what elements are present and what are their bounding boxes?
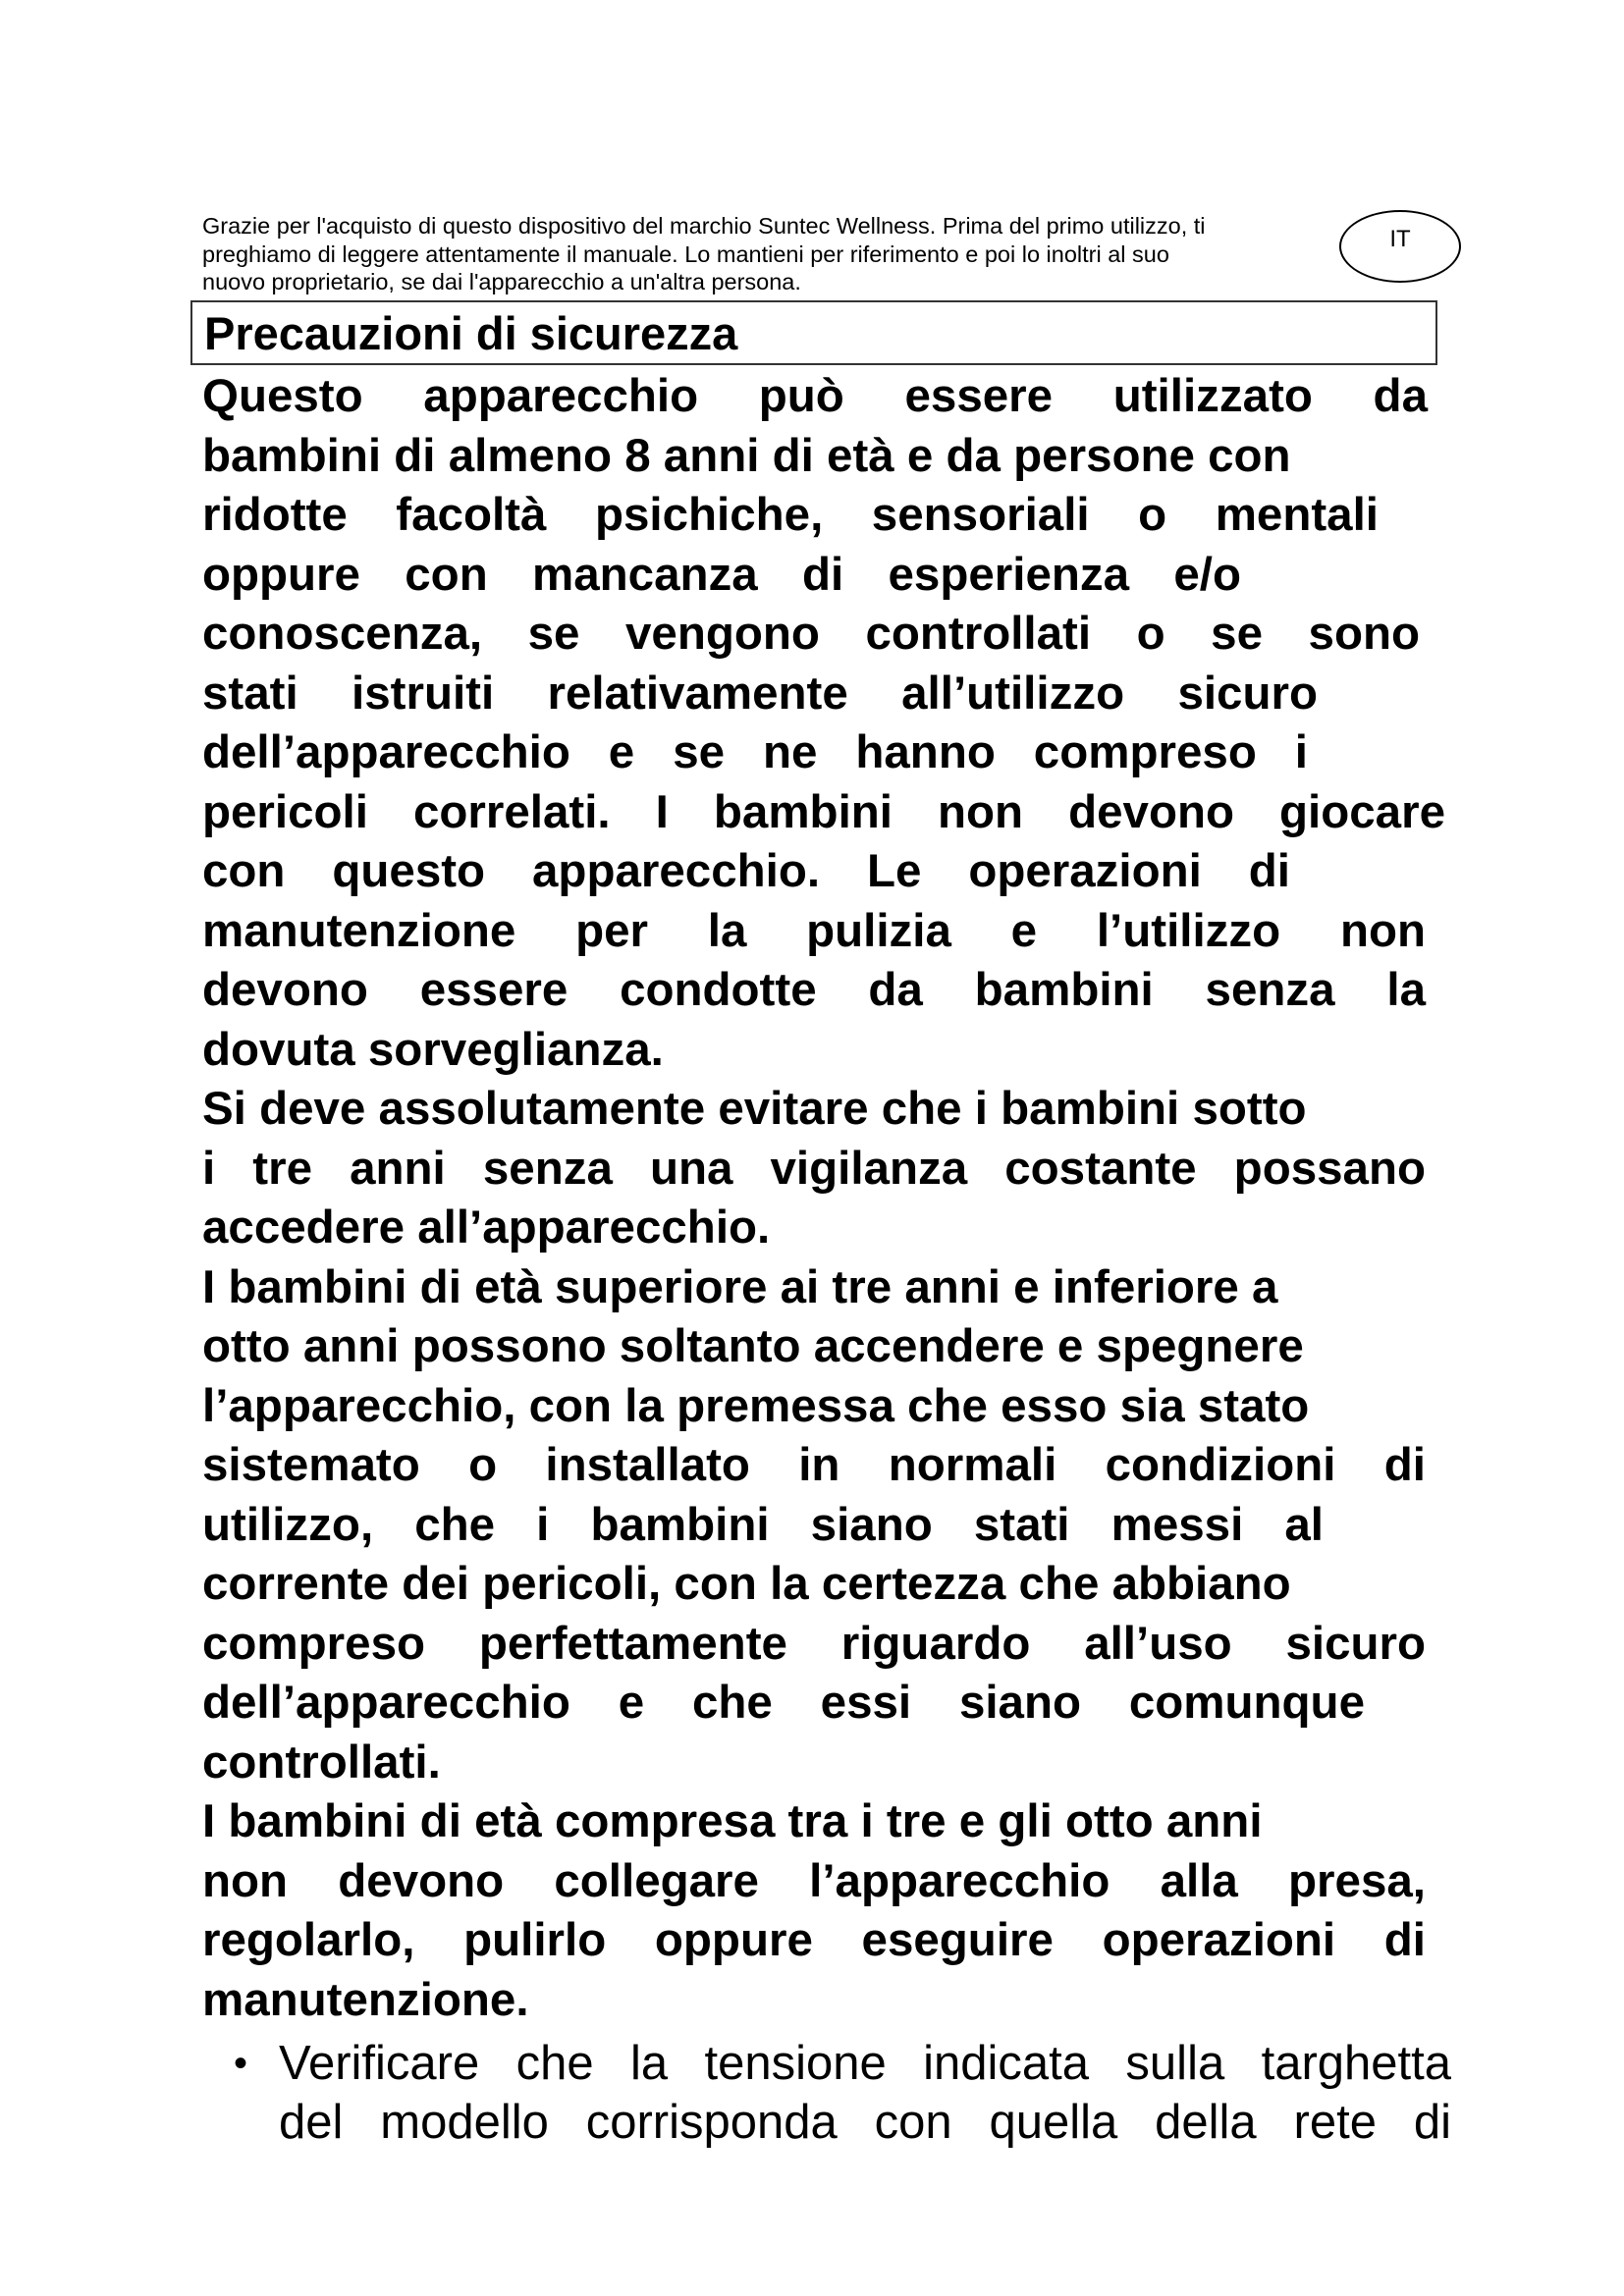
warning-line: i tre anni senza una vigilanza costante possano — [202, 1142, 1426, 1195]
intro-line: preghiamo di leggere attentamente il manuale. Lo mantieni per riferimento e poi lo inoltri al suo — [202, 240, 1169, 267]
warning-line: dell’apparecchio e che essi siano comunque — [202, 1677, 1365, 1729]
bullet-icon: • — [234, 2042, 248, 2085]
intro-paragraph — [202, 212, 1331, 296]
intro-line: nuovo proprietario, se dai l'apparecchio a un'altra persona. — [202, 269, 801, 294]
language-code: IT — [1389, 226, 1411, 252]
bullet-line: del modello corrisponda con quella della rete di — [279, 2096, 1451, 2149]
warning-line: controllati. — [202, 1735, 441, 1789]
intro-line: Grazie per l'acquisto di questo dispositivo del marchio Suntec Wellness. Prima del primo utilizzo, ti — [202, 213, 1206, 239]
bullet-text — [279, 2034, 1451, 2152]
section-header-box — [190, 300, 1437, 365]
warning-line: regolarlo, pulirlo oppure eseguire operazioni di — [202, 1914, 1426, 1966]
warning-line: I bambini di età compresa tra i tre e gli otto anni — [202, 1795, 1263, 1847]
warning-line: conoscenza, se vengono controllati o se sono — [202, 608, 1420, 660]
warning-line: manutenzione per la pulizia e l’utilizzo non — [202, 904, 1426, 957]
warning-line: corrente dei pericoli, con la certezza che abbiano — [202, 1558, 1291, 1610]
warning-line: I bambini di età superiore ai tre anni e inferiore a — [202, 1260, 1278, 1313]
warning-line: compreso perfettamente riguardo all’uso sicuro — [202, 1617, 1426, 1670]
warning-line: dovuta sorveglianza. — [202, 1023, 664, 1076]
warning-line: dell’apparecchio e se ne hanno compreso i — [202, 726, 1308, 778]
warning-line: utilizzo, che i bambini siano stati messi al — [202, 1498, 1324, 1551]
warning-line: devono essere condotte da bambini senza la — [202, 964, 1426, 1016]
warning-line: sistemato o installato in normali condizioni di — [202, 1439, 1426, 1491]
warning-line: stati istruiti relativamente all’utilizzo sicuro — [202, 667, 1318, 720]
bullet-line: Verificare che la tensione indicata sulla targhetta — [279, 2037, 1451, 2090]
warning-line: con questo apparecchio. Le operazioni di — [202, 845, 1290, 897]
warning-line: non devono collegare l’apparecchio alla presa, — [202, 1854, 1426, 1907]
warning-line: Questo apparecchio può essere utilizzato da — [202, 370, 1428, 422]
warning-line: oppure con mancanza di esperienza e/o — [202, 548, 1241, 601]
warning-line: Si deve assolutamente evitare che i bambini sotto — [202, 1083, 1307, 1135]
warning-line: accedere all’apparecchio. — [202, 1201, 771, 1254]
warning-line: otto anni possono soltanto accendere e spegnere — [202, 1320, 1304, 1372]
warning-line: l’apparecchio, con la premessa che esso sia stato — [202, 1379, 1310, 1432]
section-title: Precauzioni di sicurezza — [204, 307, 738, 359]
warning-line: manutenzione. — [202, 1973, 529, 2026]
language-badge — [1339, 210, 1461, 283]
warning-line: pericoli correlati. I bambini non devono giocare — [202, 785, 1445, 838]
warning-line: ridotte facoltà psichiche, sensoriali o mentali — [202, 489, 1379, 541]
safety-warning-text — [202, 367, 1445, 2030]
warning-line: bambini di almeno 8 anni di età e da persone con — [202, 429, 1291, 482]
